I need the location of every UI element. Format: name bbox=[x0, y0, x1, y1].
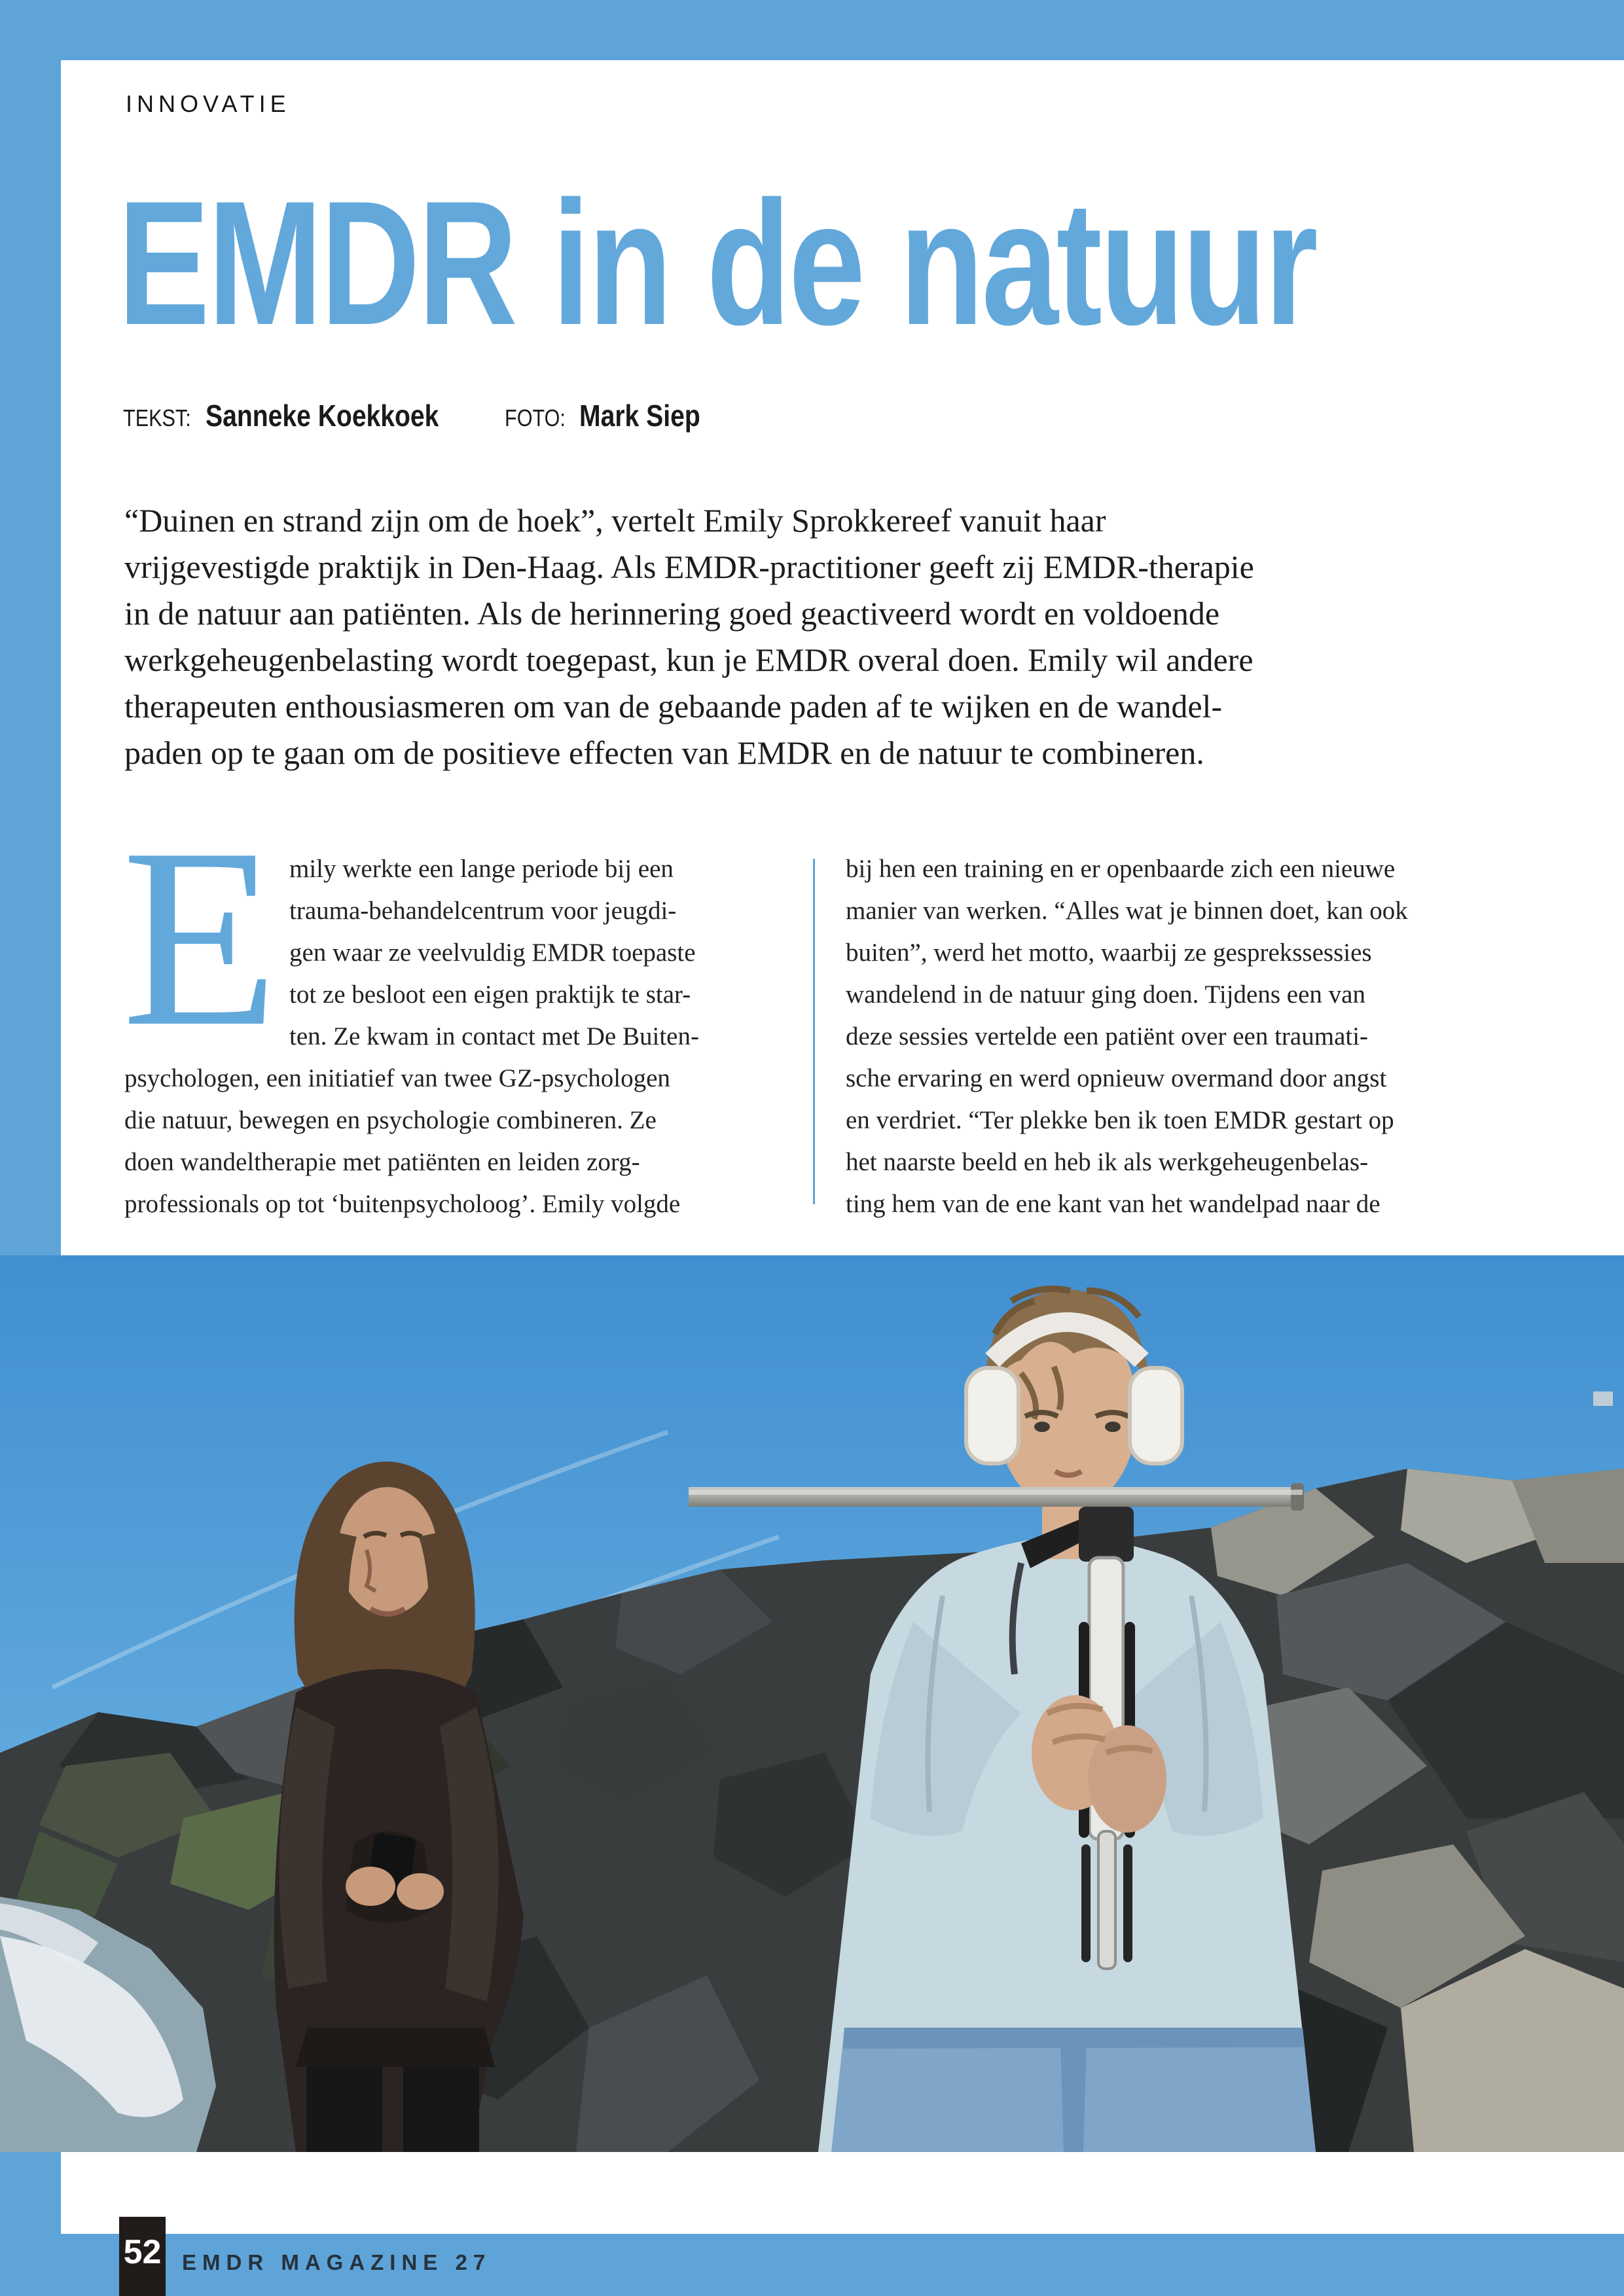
body-line: professionals op tot ‘buitenpsycholoog’. Emily volgde bbox=[124, 1190, 681, 1218]
body-line: en verdriet. “Ter plekke ben ik toen EMDR gestart op bbox=[846, 1106, 1394, 1134]
body-line: sche ervaring en werd opnieuw overmand door angst bbox=[846, 1064, 1387, 1092]
body-line: trauma-behandelcentrum voor jeugdi- bbox=[289, 897, 677, 925]
body-line: doen wandeltherapie met patiënten en leiden zorg- bbox=[124, 1148, 640, 1176]
body-line: die natuur, bewegen en psychologie combineren. Ze bbox=[124, 1106, 657, 1134]
woman-leg bbox=[403, 2067, 479, 2152]
column-divider-rule bbox=[813, 859, 815, 1204]
intro-line: therapeuten enthousiasmeren om van de gebaande paden af te wijken en de wandel- bbox=[124, 688, 1223, 725]
body-line: tot ze besloot een eigen praktijk te star- bbox=[289, 980, 691, 1009]
body-line: ting hem van de ene kant van het wandelpad naar de bbox=[846, 1190, 1380, 1218]
intro-line: vrijgevestigde praktijk in Den-Haag. Als EMDR-practitioner geeft zij EMDR-therapie bbox=[124, 548, 1254, 585]
woman-hand bbox=[346, 1867, 395, 1906]
headphone-earcup bbox=[1130, 1368, 1182, 1463]
intro-line: werkgeheugenbelasting wordt toegepast, kun je EMDR overal doen. Emily wil andere bbox=[124, 641, 1254, 678]
lightbar-endcap bbox=[1291, 1483, 1304, 1511]
tripod-clamp bbox=[1079, 1507, 1134, 1562]
byline bbox=[123, 398, 710, 433]
drop-cap: E bbox=[122, 795, 279, 1079]
emdr-lightbar bbox=[689, 1483, 1304, 1511]
byline-foto-name: Mark Siep bbox=[579, 399, 700, 433]
page-number-box bbox=[119, 2217, 166, 2296]
beach-photo bbox=[0, 1255, 1624, 2152]
body-line: bij hen een training en er openbaarde zich een nieuwe bbox=[846, 855, 1396, 883]
body-line: ten. Ze kwam in contact met De Buiten- bbox=[289, 1022, 699, 1050]
body-line: wandelend in de natuur ging doen. Tijdens een van bbox=[846, 980, 1365, 1009]
body-line: gen waar ze veelvuldig EMDR toepaste bbox=[289, 939, 696, 967]
woman-hand bbox=[397, 1873, 444, 1910]
body-line: psychologen, een initiatief van twee GZ-psychologen bbox=[124, 1064, 670, 1092]
woman-leg bbox=[306, 2067, 382, 2152]
intro-line: paden op te gaan om de positieve effecten van EMDR en de natuur te combineren. bbox=[124, 734, 1204, 771]
body-line: mily werkte een lange periode bij een bbox=[289, 855, 674, 883]
body-line: buiten”, werd het motto, waarbij ze gesprekssessies bbox=[846, 939, 1372, 967]
magazine-footer-title: EMDR MAGAZINE 27 bbox=[182, 2250, 492, 2274]
headphone-earcup bbox=[966, 1368, 1019, 1463]
distant-object bbox=[1593, 1391, 1613, 1406]
body-line: manier van werken. “Alles wat je binnen doet, kan ook bbox=[846, 897, 1408, 925]
man-jeans bbox=[831, 2028, 1316, 2152]
byline-tekst-name: Sanneke Koekkoek bbox=[206, 399, 439, 433]
article-title: EMDR in de natuur bbox=[118, 165, 1316, 362]
byline-tekst-label: TEKST: bbox=[123, 404, 191, 431]
body-line: het naarste beeld en heb ik als werkgeheugenbelas- bbox=[846, 1148, 1369, 1176]
body-column-left bbox=[124, 848, 779, 1225]
page-number: 52 bbox=[123, 2233, 162, 2271]
top-accent-bar bbox=[0, 0, 1624, 60]
intro-paragraph bbox=[124, 497, 1538, 776]
body-column-right bbox=[846, 848, 1513, 1225]
section-kicker: INNOVATIE bbox=[126, 90, 291, 117]
intro-line: in de natuur aan patiënten. Als de herinnering goed geactiveerd wordt en voldoende bbox=[124, 595, 1220, 632]
body-line: deze sessies vertelde een patiënt over een traumati- bbox=[846, 1022, 1369, 1050]
intro-line: “Duinen en strand zijn om de hoek”, vertelt Emily Sprokkereef vanuit haar bbox=[124, 502, 1106, 539]
byline-foto-label: FOTO: bbox=[504, 404, 566, 431]
